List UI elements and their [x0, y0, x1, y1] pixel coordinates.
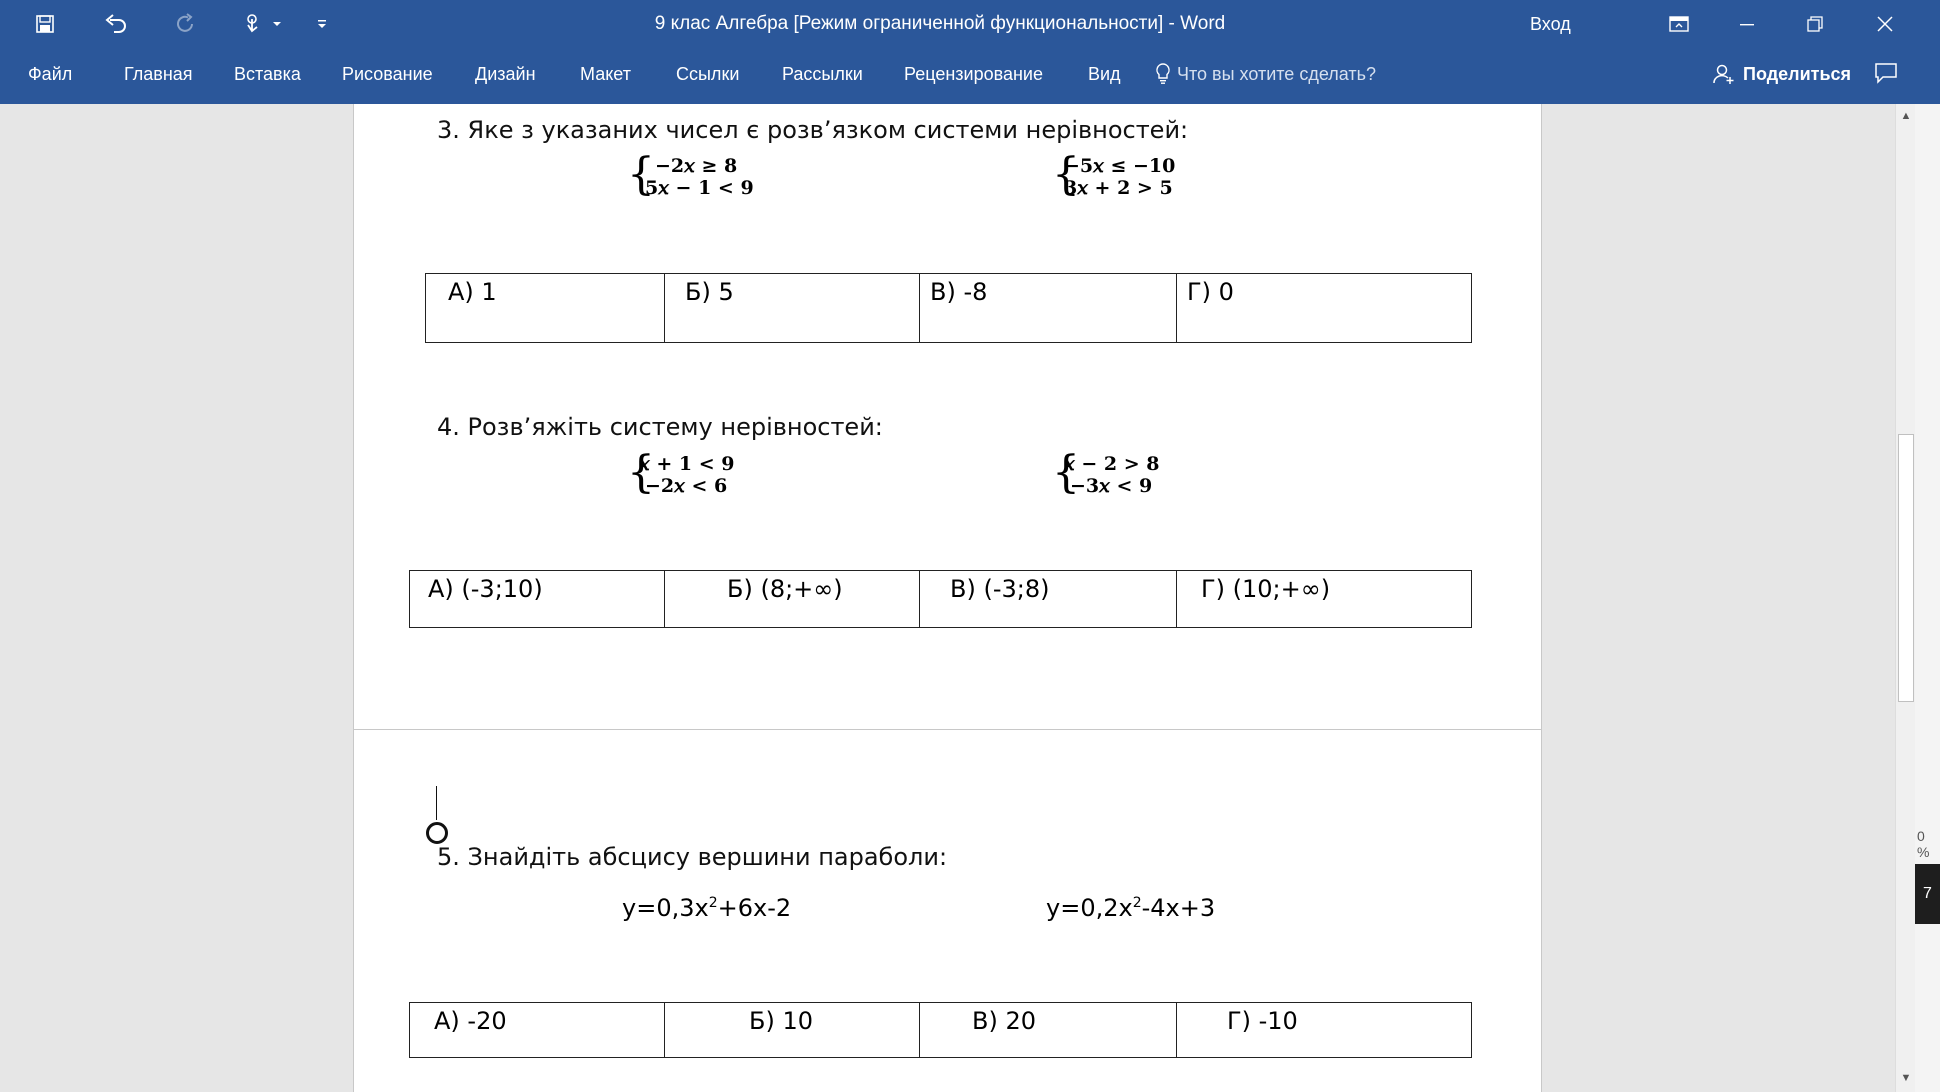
tab-file[interactable]: Файл — [28, 63, 73, 84]
q5-answer-b: Б) 10 — [665, 1003, 920, 1058]
touch-mode-icon[interactable] — [240, 0, 286, 48]
q4-answer-table — [409, 570, 1472, 628]
share-button[interactable] — [1713, 48, 1851, 100]
q5-formula-2-exp: 2 — [1132, 895, 1142, 911]
tab-draw[interactable]: Рисование — [342, 63, 433, 84]
q5-formula-1-base: y=0,3x — [622, 894, 709, 922]
ribbon-display-options-icon[interactable] — [1656, 0, 1702, 48]
q3-answer-c: В) -8 — [920, 274, 1177, 343]
ribbon-tabs — [0, 48, 1940, 104]
restore-icon[interactable] — [1792, 0, 1838, 48]
q4-system-2-line-2: −3𝑥 < 9 — [1070, 475, 1153, 497]
q3-answer-a: А) 1 — [426, 274, 665, 343]
page-number-fragment: 7 — [1915, 864, 1940, 924]
selection-handle[interactable] — [426, 822, 448, 844]
scroll-thumb[interactable] — [1898, 434, 1914, 702]
question-4-text: 4. Розв’яжіть систему нерівностей: — [437, 413, 883, 441]
q4-answer-c: В) (-3;8) — [920, 571, 1177, 628]
title-bar — [0, 0, 1940, 48]
customize-qat-icon[interactable] — [310, 0, 334, 48]
brace-icon: { — [1052, 447, 1080, 498]
question-3-text: 3. Яке з указаних чисел є розв’язком системи нерівностей: — [437, 116, 1189, 144]
minimize-icon[interactable] — [1724, 0, 1770, 48]
tab-home[interactable]: Главная — [124, 63, 193, 84]
q5-formula-1-exp: 2 — [708, 895, 718, 911]
right-edge-strip — [1915, 104, 1940, 1092]
q5-formula-1 — [622, 894, 791, 922]
q5-answer-table — [409, 1002, 1472, 1058]
q3-system-1-line-2: 5𝑥 − 1 < 9 — [645, 177, 754, 199]
q5-answer-c: В) 20 — [920, 1003, 1177, 1058]
page-2[interactable] — [353, 729, 1542, 1092]
lightbulb-icon — [1155, 63, 1171, 85]
q4-answer-d: Г) (10;+∞) — [1177, 571, 1472, 628]
q4-system-2-line-1: 𝑥 − 2 > 8 — [1064, 453, 1160, 475]
window-title: 9 клас Алгебра [Режим ограниченной функциональности] - Word — [654, 13, 1226, 34]
q5-formula-2-base: y=0,2x — [1046, 894, 1133, 922]
q3-answer-table — [425, 273, 1472, 343]
q5-formula-2-rest: -4x+3 — [1141, 894, 1216, 922]
tab-mailings[interactable]: Рассылки — [782, 63, 863, 84]
scroll-down-icon[interactable]: ▼ — [1900, 1072, 1912, 1084]
save-icon[interactable] — [28, 0, 62, 48]
sign-in-link[interactable]: Вход — [1530, 13, 1571, 34]
q4-answer-a: А) (-3;10) — [410, 571, 665, 628]
share-label: Поделиться — [1743, 63, 1852, 84]
q4-system-1-line-1: 𝑥 + 1 < 9 — [639, 453, 735, 475]
page-1[interactable] — [353, 104, 1542, 807]
brace-icon: { — [627, 447, 655, 498]
brace-icon: { — [627, 149, 655, 200]
tab-references[interactable]: Ссылки — [676, 63, 740, 84]
q5-answer-a: А) -20 — [410, 1003, 665, 1058]
tell-me-search[interactable] — [1155, 48, 1376, 100]
tab-review[interactable]: Рецензирование — [904, 63, 1043, 84]
brace-icon: { — [1052, 149, 1080, 200]
document-canvas[interactable] — [0, 104, 1895, 1092]
q4-system-1-line-2: −2𝑥 < 6 — [645, 475, 728, 497]
comments-icon[interactable] — [1874, 62, 1898, 89]
tab-view[interactable]: Вид — [1088, 63, 1121, 84]
q3-system-2-line-1: −5𝑥 ≤ −10 — [1064, 155, 1176, 177]
tell-me-placeholder: Что вы хотите сделать? — [1177, 63, 1376, 84]
question-5-text: 5. Знайдіть абсцису вершини параболи: — [437, 843, 948, 871]
q3-answer-d: Г) 0 — [1177, 274, 1472, 343]
text-cursor — [436, 786, 437, 820]
q5-answer-d: Г) -10 — [1177, 1003, 1472, 1058]
q3-system-1-line-1: −2𝑥 ≥ 8 — [655, 155, 738, 177]
undo-icon[interactable] — [98, 0, 134, 48]
person-icon — [1713, 63, 1735, 85]
q3-answer-b: Б) 5 — [665, 274, 920, 343]
close-icon[interactable] — [1862, 0, 1908, 48]
zoom-fragment: 0 % — [1917, 828, 1930, 860]
vertical-scrollbar[interactable] — [1895, 104, 1915, 1092]
scroll-up-icon[interactable]: ▲ — [1900, 110, 1912, 122]
q3-system-2-line-2: 3𝑥 + 2 > 5 — [1064, 177, 1173, 199]
q4-answer-b: Б) (8;+∞) — [665, 571, 920, 628]
redo-icon[interactable] — [168, 0, 204, 48]
tab-insert[interactable]: Вставка — [234, 63, 301, 84]
tab-layout[interactable]: Макет — [580, 63, 631, 84]
tab-design[interactable]: Дизайн — [475, 63, 536, 84]
q5-formula-1-rest: +6x-2 — [717, 894, 792, 922]
q5-formula-2 — [1046, 894, 1215, 922]
